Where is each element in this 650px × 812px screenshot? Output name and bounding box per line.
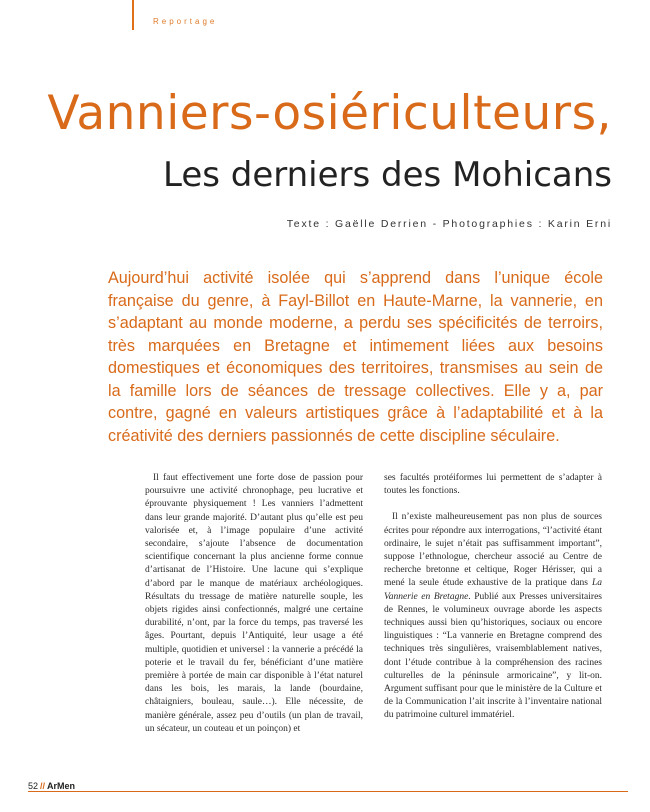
magazine-name: ArMen <box>47 781 76 791</box>
article-title: Vanniers-osiériculteurs, <box>47 86 612 141</box>
article-lede: Aujourd’hui activité isolée qui s’apprend dans l’unique école française du genre, à Fayl-Billot en Haute-Marne, la vannerie, en s’adaptant au monde moderne, a perdu ses spécificités de terroirs, très marquées en Bretagne et intimement liées aux besoins domestiques et économiques des territoires, transmises au sein de la famille lors de séances de tressage collectives. Elle y a, par contre, gagné en valeurs artistiques grâce à l’adaptabilité et à la créativité des derniers passionnés de cette discipline séculaire. <box>108 269 603 445</box>
page-footer <box>28 781 75 791</box>
body-column-right <box>384 472 602 723</box>
article-subtitle: Les derniers des Mohicans <box>162 155 612 195</box>
footer-rule <box>28 791 628 792</box>
page-number: 52 <box>28 781 39 791</box>
body-text: Il n’existe malheureusement pas non plus de sources écrites pour répondre aux interrogations, “l’activité étant ordinaire, le sujet n’était pas suffisamment important”, suppose l’ethnologue, chercheur associé au Centre de recherche bretonne et celtique, Roger Hérisser, qui a mené la seule étude exhaustive de la pratique dans <box>384 512 602 589</box>
book-title: La Vannerie en Bretagne <box>384 578 602 602</box>
body-text: . Publié aux Presses universitaires de Rennes, le volumineux ouvrage aborde les aspects techniques aussi bien qu’historiques, sociaux ou encore linguistiques : “La vannerie en Bretagne comprend des techniques très singulières, vraisemblablement natives, dont l’étude contribue à la compréhension des racines culturelles de la péninsule armoricaine”, y lit-on. Argument suffisant pour que le ministère de la Culture et de la Communication l’ait inscrite à l’inventaire national du patrimoine culturel immatériel. <box>384 591 602 721</box>
separator-icon: // <box>40 781 46 791</box>
article-credits: Texte : Gaëlle Derrien - Photographies : Karin Erni <box>286 218 612 230</box>
body-paragraph <box>384 511 602 722</box>
section-label: Reportage <box>153 17 218 26</box>
body-paragraph: Il faut effectivement une forte dose de passion pour poursuivre une activité chronophage, peu lucrative et éprouvante physiquement ! Les vanniers l’admettent dans leur grande majorité. D’autant plus qu’elle est peu valorisée et, à l’image populaire d’une activité secondaire, s’ajoute l’absence de documentation scientifique concernant la plus ancienne forme connue d’artisanat de l’Histoire. Une lacune qui s’explique d’abord par le manque de matériaux archéologiques. Résultats du tressage de matière naturelle souple, les objets rigides ainsi confectionnés, malgré une certaine durabilité, n’ont, par la force du temps, pas traversé les âges. Pourtant, depuis l’Antiquité, leur usage a été multiple, quotidien et universel : la vannerie a précédé la poterie et le travail du fer, bénéficiant d’une matière première à portée de main car disponible à l’état naturel dans les bois, les marais, la lande (bourdaine, châtaigniers, bouleau, saule…). Elle nécessite, de manière générale, assez peu d’outils (un plan de travail, un sécateur, un couteau et un poinçon) et <box>145 473 363 734</box>
body-column-left <box>145 472 363 736</box>
header-rule <box>132 0 134 30</box>
body-paragraph: ses facultés protéiformes lui permettent de s’adapter à toutes les fonctions. <box>384 473 602 497</box>
